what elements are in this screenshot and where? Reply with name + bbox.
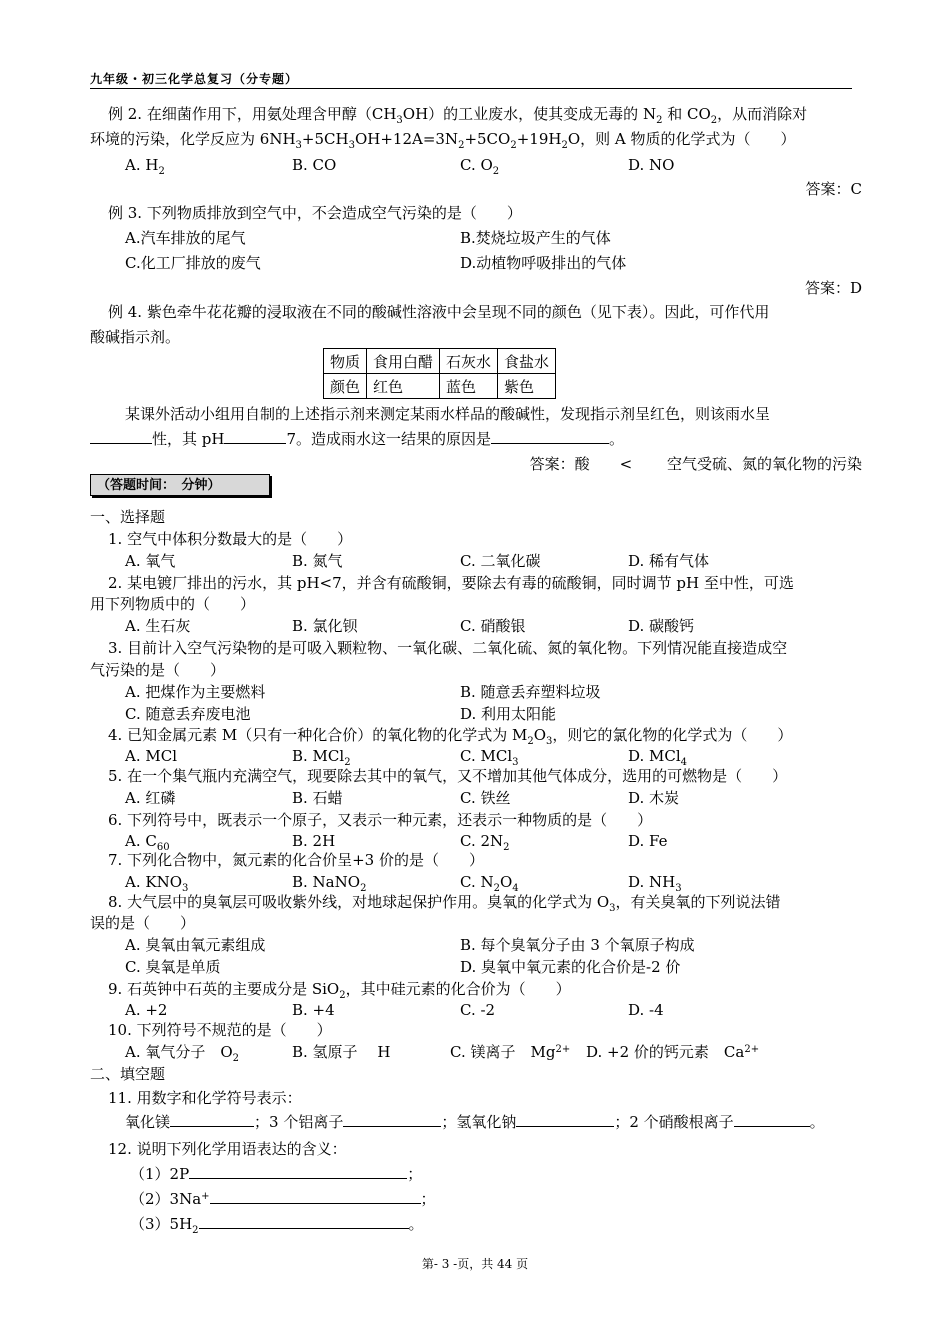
q3-option-a: A. 把煤作为主要燃料 [125,683,266,701]
table-row [324,374,556,399]
q1-stem: 1. 空气中体积分数最大的是（ ） [108,530,353,548]
table-cell: 紫色 [498,374,556,399]
q5-option-b: B. 石蜡 [292,789,343,807]
q9-option-d: D. -4 [628,1001,664,1019]
example-3-option-b: B.焚烧垃圾产生的气体 [460,229,611,247]
example-3-option-d: D.动植物呼吸排出的气体 [460,254,627,272]
example-4-line-3: 某课外活动小组用自制的上述指示剂来测定某雨水样品的酸碱性，发现指示剂呈红色，则该雨水呈 [125,405,771,423]
q2-option-c: C. 硝酸银 [460,617,526,635]
table-cell: 蓝色 [440,374,498,399]
example-2-option-a: A. $H_2$ [125,156,165,177]
q5-option-d: D. 木炭 [628,789,680,807]
table-cell: 食用白醋 [367,349,440,374]
q8-stem-line-1: 8. 大气层中的臭氧层可吸收紫外线，对地球起保护作用。臭氧的化学式为 $O_3$，有关臭氧的下列说法错 [108,893,781,914]
example-3-option-c: C.化工厂排放的废气 [125,254,261,272]
q5-option-c: C. 铁丝 [460,789,511,807]
q4-option-c: C. MCl$_3$ [460,747,519,768]
q12-item-3: $(3)5H_2$ 。 [130,1215,424,1236]
table-cell: 颜色 [324,374,367,399]
q12-item-1: （1）2P ； [130,1165,423,1183]
example-3-option-a: A.汽车排放的尾气 [125,229,246,247]
blank-line [491,429,609,444]
table-cell: 红色 [367,374,440,399]
q8-option-d: D. 臭氧中氧元素的化合价是-2 价 [460,958,681,976]
q8-stem-line-2: 误的是（ ） [90,914,196,932]
blank-line [343,1112,441,1127]
q11-blanks: 氧化镁 ；3 个铝离子 ；氢氧化钠 ；2 个硝酸根离子 。 [125,1113,825,1131]
q5-option-a: A. 红磷 [125,789,176,807]
q12-item-2: （2）3Na+ ； [130,1190,436,1208]
blank-line [224,429,286,444]
q10-option-d: D. +2 价的钙元素 $Ca^{2+}$ [586,1043,760,1061]
q5-stem: 5. 在一个集气瓶内充满空气，现要除去其中的氧气，又不增加其他气体成分，选用的可燃物是（ ） [108,767,788,785]
answer-time-box: （答题时间： 分钟） [90,474,270,496]
example-4-line-1: 例 4. 紫色牵牛花花瓣的浸取液在不同的酸碱性溶液中会呈现不同的颜色（见下表）。因此，可作代用 [108,303,770,321]
example-3-question: 例 3. 下列物质排放到空气中，不会造成空气污染的是（ ） [108,204,522,222]
q3-option-b: B. 随意丢弃塑料垃圾 [460,683,601,701]
table-cell: 物质 [324,349,367,374]
q4-stem: 4. 已知金属元素 M（只有一种化合价）的氧化物的化学式为 $M_2O_3$，则它的氯化物的化学式为（ ） [108,726,793,747]
q8-option-b: B. 每个臭氧分子由 3 个氧原子构成 [460,936,695,954]
example-4-line-4: 性，其 pH 7。造成雨水这一结果的原因是 。 [90,429,624,449]
example-4-line-2: 酸碱指示剂。 [90,328,181,346]
q3-stem-line-1: 3. 目前计入空气污染物的是可吸入颗粒物、一氧化碳、二氧化硫、氮的氧化物。下列情况能直接造成空 [108,639,788,657]
q6-option-a: A. $C_{60}$ [125,832,170,853]
table-cell: 食盐水 [498,349,556,374]
q1-option-b: B. 氮气 [292,552,343,570]
q7-option-c: C. $N_2O_4$ [460,873,519,894]
example-2-option-c: C. $O_2$ [460,156,500,177]
blank-line [90,429,152,444]
q2-option-b: B. 氯化钡 [292,617,358,635]
blank-line [189,1164,407,1179]
q1-option-a: A. 氧气 [125,552,176,570]
q8-option-a: A. 臭氧由氧元素组成 [125,936,266,954]
blank-line [210,1189,421,1204]
example-2-line-1: 例 2. 在细菌作用下，用氨处理含甲醇$(CH_3OH)$的工业废水，使其变成无毒的 $N_2$ 和 $CO_2$，从而消除对 [108,105,808,126]
q7-stem: 7. 下列化合物中，氮元素的化合价呈+3 价的是（ ） [108,851,484,869]
q10-option-a: A. 氧气分子 $O_2$ [125,1043,240,1064]
blank-line [199,1214,409,1229]
blank-line [516,1112,614,1127]
q4-option-a: A. MCl [125,747,178,765]
q7-option-b: B. NaNO$_2$ [292,873,367,894]
q3-option-d: D. 利用太阳能 [460,705,557,723]
q2-option-a: A. 生石灰 [125,617,191,635]
blank-line [170,1112,254,1127]
q1-option-d: D. 稀有气体 [628,552,710,570]
example-2-line-2: 环境的污染，化学反应为 $6NH_3+5CH_3OH+12A=3N_2+5CO_2+19H_2O$，则 A 物质的化学式为（ ） [90,130,796,151]
blank-line [734,1112,810,1127]
example-2-option-d: D. NO [628,156,675,174]
q3-option-c: C. 随意丢弃废电池 [125,705,251,723]
q11-stem: 11. 用数字和化学符号表示： [108,1089,302,1107]
q9-option-a: A. +2 [125,1001,168,1019]
q12-stem: 12. 说明下列化学用语表达的含义： [108,1140,347,1158]
q7-option-a: A. $KNO_3$ [125,873,189,894]
q9-stem: 9. 石英钟中石英的主要成分是 SiO$_2$，其中硅元素的化合价为（ ） [108,980,571,1001]
table-row [324,349,556,374]
q3-stem-line-2: 气污染的是（ ） [90,661,226,679]
q7-option-d: D. $NH_3$ [628,873,682,894]
q6-option-b: B. 2H [292,832,336,850]
section-1-title: 一、选择题 [90,508,166,526]
example-2-option-b: B. CO [292,156,337,174]
q1-option-c: C. 二氧化碳 [460,552,541,570]
q8-option-c: C. 臭氧是单质 [125,958,221,976]
q2-option-d: D. 碳酸钙 [628,617,695,635]
example-4-answer: 答案：酸 < 空气受硫、氮的氧化物的污染 [529,455,862,473]
q9-option-b: B. +4 [292,1001,335,1019]
q6-option-c: C. $2N_2$ [460,832,510,853]
example-3-answer: 答案：D [804,279,862,297]
example-2-answer: 答案：C [805,180,862,198]
page-header: 九年级・初三化学总复习（分专题） [90,70,852,89]
q6-stem: 6. 下列符号中，既表示一个原子，又表示一种元素，还表示一种物质的是（ ） [108,811,653,829]
q2-stem-line-1: 2. 某电镀厂排出的污水，其 pH<7，并含有硫酸铜，要除去有毒的硫酸铜，同时调节 pH 至中性，可选 [108,574,794,592]
q2-stem-line-2: 用下列物质中的（ ） [90,595,256,613]
page-footer: 第- 3 -页，共 44 页 [421,1257,529,1271]
q9-option-c: C. -2 [460,1001,496,1019]
table-cell: 石灰水 [440,349,498,374]
q4-option-d: D. MCl$_4$ [628,747,688,768]
q6-option-d: D. Fe [628,832,668,850]
q10-option-c: C. 镁离子 $Mg^{2+}$ [450,1043,571,1061]
indicator-color-table [323,348,556,399]
q4-option-b: B. MCl$_2$ [292,747,351,768]
q10-stem: 10. 下列符号不规范的是（ ） [108,1021,332,1039]
q10-option-b: B. 氢原子 H [292,1043,391,1061]
section-2-title: 二、填空题 [90,1065,166,1083]
